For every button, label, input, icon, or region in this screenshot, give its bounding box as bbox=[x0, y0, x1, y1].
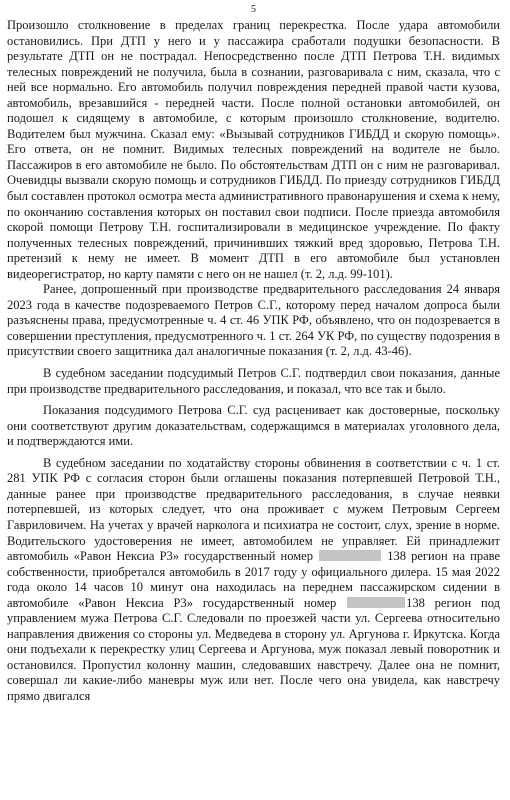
paragraph-defendant-testimony-cont: Произошло столкновение в пределах границ перекрестка. После удара автомобили остановились. При ДТП у него и у пассажира сработали подушки безопасности. В результате ДТП он не пострадал. Непосредственно после ДТП Петрова Т.Н. видимых телесных повреждений не получила, была в сознании, разговаривала с ним, сказала, что с ней все нормально. Его автомобиль получил повреждения передней правой части кузова, автомобиль, врезавшийся - передней части. После полной остановки автомобилей, он подошел к сидящему в автомобиле, с которым произошло столкновение, водителю. Водителем был мужчина. Сказал ему: «Вызывай сотрудников ГИБДД и скорую помощь». Его ответа, он не помнит. Видимых телесных повреждений на водителе не было. Пассажиров в его автомобиле не было. По обстоятельствам ДТП он с ним не разговаривал. Очевидцы вызвали скорую помощь и сотрудников ГИБДД. По приезду сотрудников ГИБДД был составлен протокол осмотра места административного правонарушения и схема к нему, по окончанию составления которых он поставил свои подписи. После приезда автомобиля скорой помощи Петрову Т.Н. госпитализировали в медицинское учреждение. По факту полученных телесных повреждений, причинивших тяжкий вред здоровью, Петрова Т.Н. претензий к нему не имеет. В момент ДТП в его автомобиле был установлен видеорегистратор, но карту памяти с него он не нашел (т. 2, л.д. 99-101). bbox=[7, 18, 500, 281]
page-number: 5 bbox=[251, 4, 256, 15]
redacted-plate-number bbox=[347, 597, 405, 608]
paragraph-suspect-interrogation: Ранее, допрошенный при производстве предварительного расследования 24 января 2023 года в качестве подозреваемого Петров С.Г., которому перед началом допроса были разъяснены права, предусмотренные ч. 4 ст. 46 УПК РФ, объявлено, что он подозревается в совершении преступления, предусмотренного ч. 1 ст. 264 УК РФ, по существу подозрения в присутствии своего защитника дал аналогичные показания (т. 2, л.д. 43-46). bbox=[7, 282, 500, 359]
paragraph-court-confirmation: В судебном заседании подсудимый Петров С.Г. подтвердил свои показания, данные при производстве предварительного расследования, и показал, что все так и было. bbox=[7, 366, 500, 396]
paragraph-court-assessment: Показания подсудимого Петрова С.Г. суд расценивает как достоверные, поскольку они соответствуют другим доказательствам, содержащимся в материалах уголовного дела, и подтверждаются ими. bbox=[7, 403, 500, 449]
redacted-plate-number bbox=[319, 550, 381, 561]
victim-testimony-part-a: В судебном заседании по ходатайству стороны обвинения в соответствии с ч. 1 ст. 281 УПК РФ с согласия сторон были оглашены показания потерпевшей Петровой Т.Н., данные ранее при производстве предварительного расследования, в случае неявки потерпевшей, из которых следует, что она проживает с мужем Петровым Сергеем Гавриловичем. На учетах у врачей нарколога и психиатра не состоит, слух, зрение в норме. Водительского удостоверения не имеет, автомобилем не управляет. Ей принадлежит автомобиль «Равон Нексиа Р3» государственный номер bbox=[7, 455, 500, 564]
victim-testimony-part-c: 138 регион под управлением мужа Петрова С.Г. Следовали по проезжей части ул. Сергеева относительно направления движения со стороны ул. Медведева в сторону ул. Аргунова г. Иркутска. Когда они подъехали к перекрестку улиц Сергеева и Аргунова, муж показал левый поворотник и остановился. Пропустил колонну машин, следовавших навстречу. Далее она не помнит, совершал ли какие-либо маневры муж или нет. После чего она увидела, как навстречу прямо двигался bbox=[7, 595, 500, 703]
victim-testimony-part-b: 138 регион на праве собственности, приобретался автомобиль в 2017 году у официального дилера. 15 мая 2022 года около 14 часов 10 минут она находилась на переднем пассажирском сидении в автомобиле «Равон Нексиа Р3» государственный номер bbox=[7, 549, 501, 610]
paragraph-victim-testimony bbox=[7, 456, 500, 705]
